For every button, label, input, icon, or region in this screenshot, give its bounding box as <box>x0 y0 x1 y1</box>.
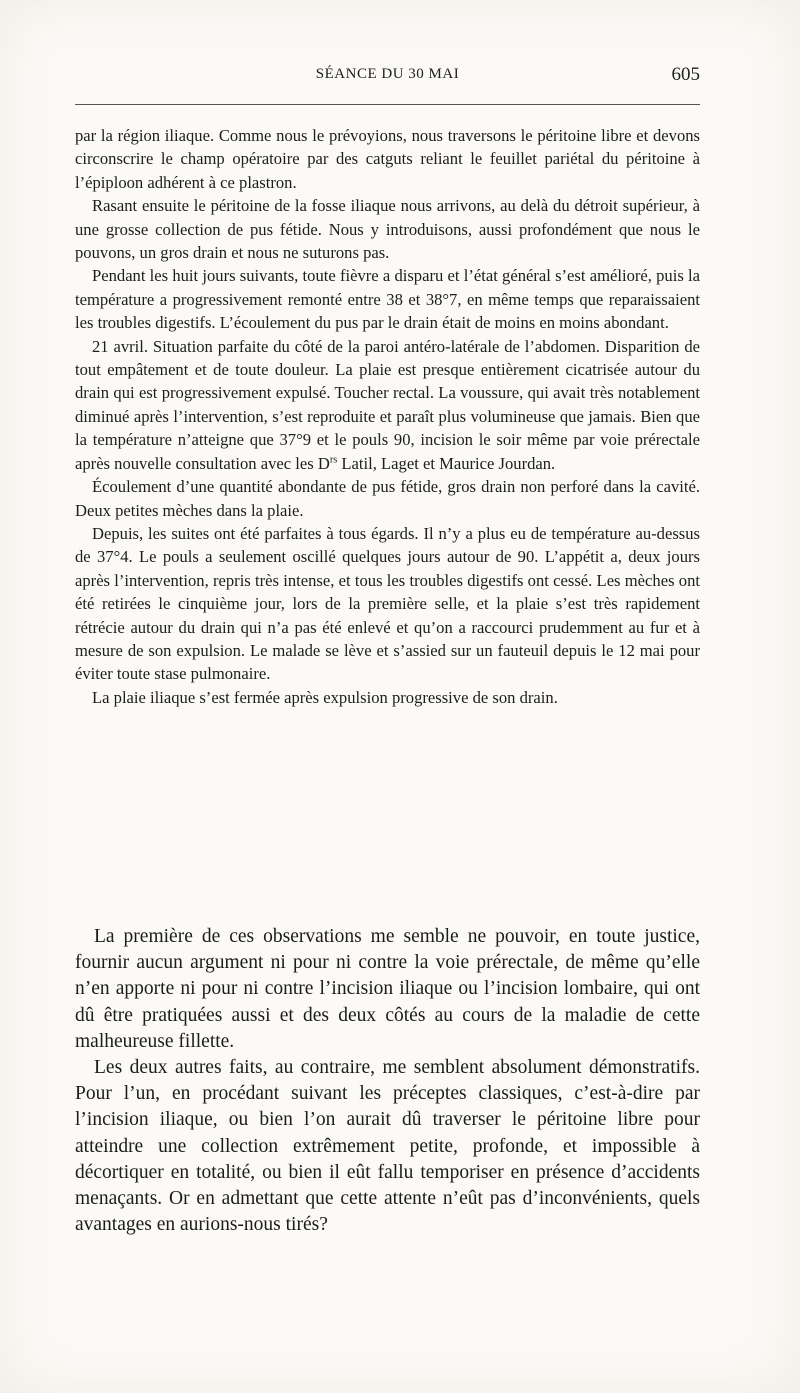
running-title: SÉANCE DU 30 MAI <box>315 66 460 82</box>
april-21-text-end: Latil, Laget et Maurice Jourdan. <box>337 453 556 473</box>
paragraph-pus-flow: Écoulement d’une quantité abondante de pus fétide, gros drain non perforé dans la cavité. Deux petites mèches dans la plaie. <box>75 477 700 520</box>
paragraph-first-observation: La première de ces observations me semble ne pouvoir, en toute justice, fournir aucun argument ni pour ni contre la voie prérectale, de même qu’elle n’en apporte ni pour ni contre l’incision iliaque ou l’incision lombaire, qui ont dû être pratiquées aussi et des deux côtés au cours de la maladie de cette malheureuse fillette. <box>75 926 700 1052</box>
april-21-text-start: 21 avril. Situation parfaite du côté de la paroi antéro-latérale de l’abdomen. Disparition de tout empâtement et de toute douleur. La plaie est presque entièrement cicatrisée autour du drain qui est progressivement expulsé. Toucher rectal. La voussure, qui avait très notablement diminué après l’intervention, s’est reproduite et paraît plus volumineuse que jamais. Bien que la température n’atteigne que 37°9 et le pouls 90, incision le soir même par voie prérectale après nouvelle consultation avec les D <box>75 336 700 473</box>
paragraph-since-then: Depuis, les suites ont été parfaites à tous égards. Il n’y a plus eu de température au-dessus de 37°4. Le pouls a seulement oscillé quelques jours autour de 90. L’appétit a, deux jours après l’intervention, repris très intense, et tous les troubles digestifs ont cessé. Les mèches ont été retirées le cinquième jour, lors de la première selle, et la plaie s’est très rapidement rétrécie autour du drain qui n’a pas été enlevé et qu’on a raccourci prudemment au fur et à mesure de son expulsion. Le malade se lève et s’assied sur un fauteuil depuis le 12 mai pour éviter toute stase pulmonaire. <box>75 523 700 684</box>
doctors-superscript: rs <box>329 454 338 466</box>
paragraph-wound-closed: La plaie iliaque s’est fermée après expulsion progressive de son drain. <box>92 687 558 707</box>
paragraph-iliac-region: par la région iliaque. Comme nous le prévoyions, nous traversons le péritoine libre et devons circonscrire le champ opératoire par des catguts reliant le feuillet pariétal du péritoine à l’épiploon adhérent à ce plastron. <box>75 126 700 192</box>
paragraph-following-days: Pendant les huit jours suivants, toute fièvre a disparu et l’état général s’est amélioré, puis la température a progressivement remonté entre 38 et 38°7, en même temps que reparaissaient les troubles digestifs. L’écoulement du pus par le drain était de moins en moins abondant. <box>75 266 700 333</box>
page-header <box>75 64 700 94</box>
paragraph-drain-inserted: Rasant ensuite le péritoine de la fosse iliaque nous arrivons, au delà du détroit supérieur, à une grosse collection de pus fétide. Nous y introduisons, aussi profondément que nous le pouvons, un gros drain et nous ne suturons pas. <box>75 196 700 263</box>
paragraph-other-cases: Les deux autres faits, au contraire, me semblent absolument démonstratifs. Pour l’un, en procédant suivant les préceptes classiques, c’est-à-dire par l’incision iliaque, ou bien l’on aurait dû traverser le péritoine libre pour atteindre une collection extrêmement petite, profonde, et impossible à décortiquer en totalité, ou bien il eût fallu temporiser en présence d’accidents menaçants. Or en admettant que cette attente n’eût pas d’inconvénients, quels avantages en aurions-nous tirés? <box>75 1057 700 1236</box>
paragraph-april-21 <box>75 335 700 475</box>
discussion-text <box>75 924 700 1238</box>
header-rule <box>75 104 700 105</box>
page-number: 605 <box>671 64 700 85</box>
case-report-text <box>75 124 700 709</box>
